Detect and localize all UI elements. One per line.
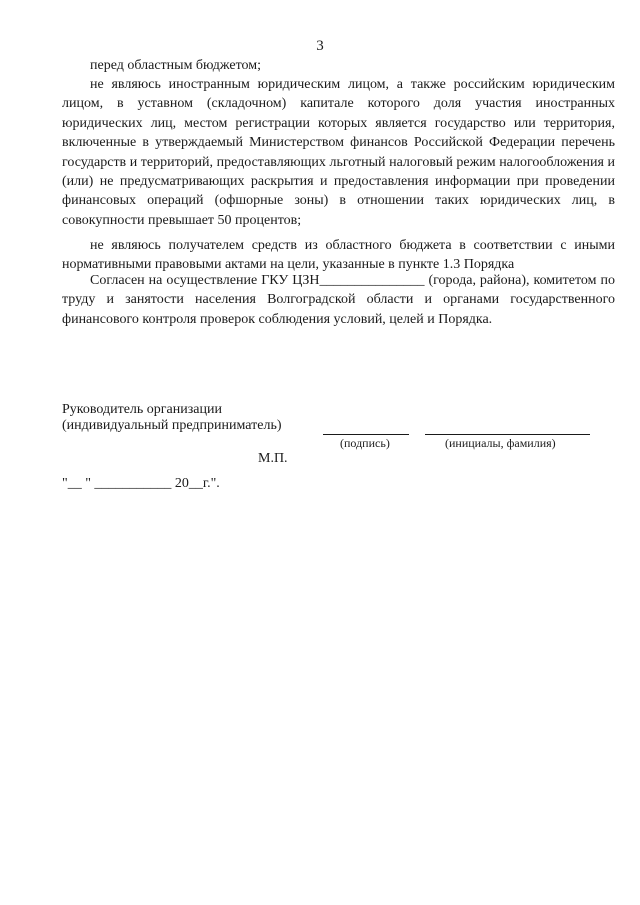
paragraph-consent: Согласен на осуществление ГКУ ЦЗН_______________ (города, района), комитетом по труду и занятости населения Волгоградской области и органами государственного финансового контроля проверок соблюдения условий, целей и Порядка. [62, 273, 615, 327]
name-line [425, 434, 590, 435]
signatory-role [62, 402, 282, 434]
stamp-place: М.П. [258, 451, 288, 466]
page-number: 3 [316, 38, 324, 54]
signature-line [323, 434, 409, 435]
date-field: "__ " ___________ 20__г.". [62, 476, 220, 491]
paragraph-foreign-entity: не являюсь иностранным юридическим лицом, а также российским юридическим лицом, в уставном (складочном) капитале которого доля участия иностранных юридических лиц, местом регистрации которых является государство или территория, включенные в утверждаемый Министерством финансов Российской Федерации перечень государств и территорий, предоставляющих льготный налоговый режим налогообложения и (или) не предусматривающих раскрытия и предоставления информации при проведении финансовых операций (офшорные зоны) в отношении таких юридических лиц, в совокупности превышает 50 процентов; [62, 77, 615, 228]
paragraph-not-recipient: не являюсь получателем средств из областного бюджета в соответствии с иными нормативными правовыми актами на цели, указанные в пункте 1.3 Порядка [62, 238, 615, 273]
name-caption: (инициалы, фамилия) [445, 436, 556, 450]
signatory-role-line2: (индивидуальный предприниматель) [62, 418, 282, 433]
signatory-role-line1: Руководитель организации [62, 402, 222, 417]
paragraph-budget-debt: перед областным бюджетом; [90, 58, 262, 73]
signature-caption: (подпись) [340, 436, 390, 450]
